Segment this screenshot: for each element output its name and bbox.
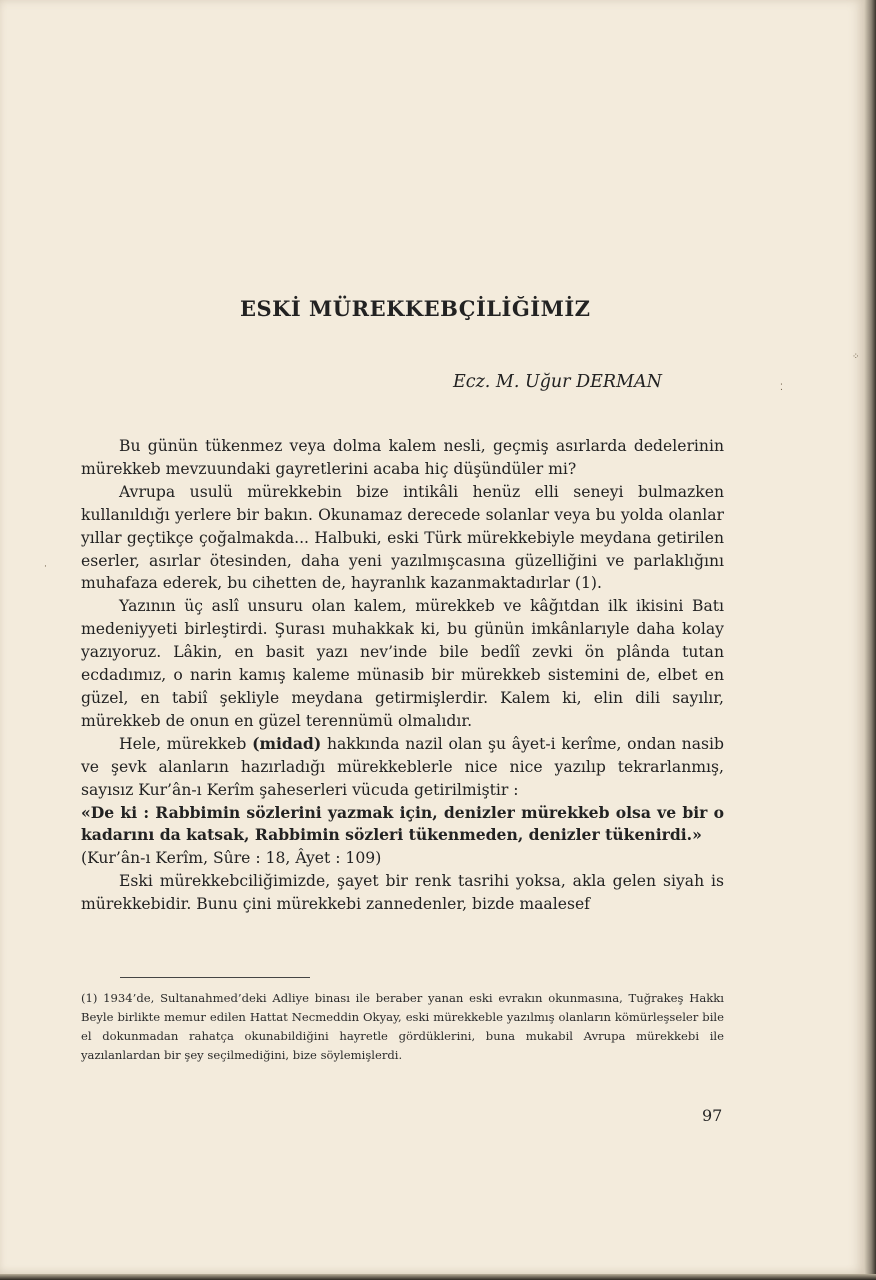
article-author: Ecz. M. Uğur DERMAN [453,372,662,392]
paragraph-3: Yazının üç aslî unsuru olan kalem, mürekkeb ve kâğıtdan ilk ikisini Batı medeniyyeti birleştirdi. Şurası muhakkak ki, bu günün imkânlarıyle daha kolay yazıyoruz. Lâkin, en basit yazı nev’inde bile bedîî zevki ön plânda tutan ecdadımız, o narin kamış kaleme münasib bir mürekkeb sistemini de, elbet en güzel, en tabiî şekliyle meydana getirmişlerdir. Kalem ki, elin dili sayılır, mürekkeb de onun en güzel terennümü olmalıdır. [81,597,724,730]
ink-speck: · [44,562,47,572]
quote-text: «De ki : Rabbimin sözlerini yazmak için, denizler mürekkeb olsa ve bir o kadarını da katsak, Rabbimin sözleri tükenmeden, denizler tükenirdi.» [81,802,724,845]
paragraph-4 [81,733,724,802]
page-edge [864,0,876,1280]
paragraph-2: Avrupa usulü mürekkebin bize intikâli henüz elli seneyi bulmazken kullanıldığı yerlere bir bakın. Okunamaz derecede solanlar veya bu yolda olanlar yıllar geçtikçe çoğalmakda... Halbuki, eski Türk mürekkebiyle meydana getirilen eserler, asırlar ötesinden, daha yeni yazılmışcasına güzelliğini ve parlaklığını muhafaza ederek, bu cihetten de, hayranlık kazanmaktadırlar (1). [81,482,724,593]
article-title: ESKİ MÜREKKEBÇİLİĞİMİZ [240,296,591,321]
quran-quote [81,802,724,848]
quote-reference: (Kur’ân-ı Kerîm, Sûre : 18, Âyet : 109) [81,849,382,868]
ink-speck: ⁚ [780,383,783,393]
footnote-divider [120,977,310,978]
page-bottom-edge [0,1274,876,1280]
page-number: 97 [702,1106,723,1125]
paragraph-1: Bu günün tükenmez veya dolma kalem nesli, geçmiş asırlarda dedelerinin mürekkeb mevzuundaki gayretlerini acaba hiç düşündüler mi? [81,437,724,478]
midad-term: (midad) [252,733,322,753]
article-body [81,435,724,916]
ink-speck: ⁘ [852,352,860,362]
paragraph-4-end: hakkında nazil olan şu âyet-i kerîme, ondan nasib ve şevk alanların hazırladığı mürekkeblerle nice nice yazılıp tekrarlanmış, sayısız Kur’ân-ı Kerîm şaheserleri vücuda getirilmiştir : [81,734,724,799]
paragraph-4-start: Hele, mürekkeb [119,734,253,753]
paragraph-5: Eski mürekkebciliğimizde, şayet bir renk tasrihi yoksa, akla gelen siyah is mürekkebidir. Bunu çini mürekkebi zannedenler, bizde maalesef [81,872,724,914]
footnote: (1) 1934’de, Sultanahmed’deki Adliye binası ile beraber yanan eski evrakın okunmasına, Tuğrakeş Hakkı Beyle birlikte memur edilen Hattat Necmeddin Okyay, eski mürekkeble yazılmış olanların kömürleşseler bile el dokunmadan rahatça okunabildiğini hayretle gördüklerini, buna mukabil Avrupa mürekkebi ile yazılanlardan bir şey seçilmediğini, bize söylemişlerdi. [81,991,724,1062]
